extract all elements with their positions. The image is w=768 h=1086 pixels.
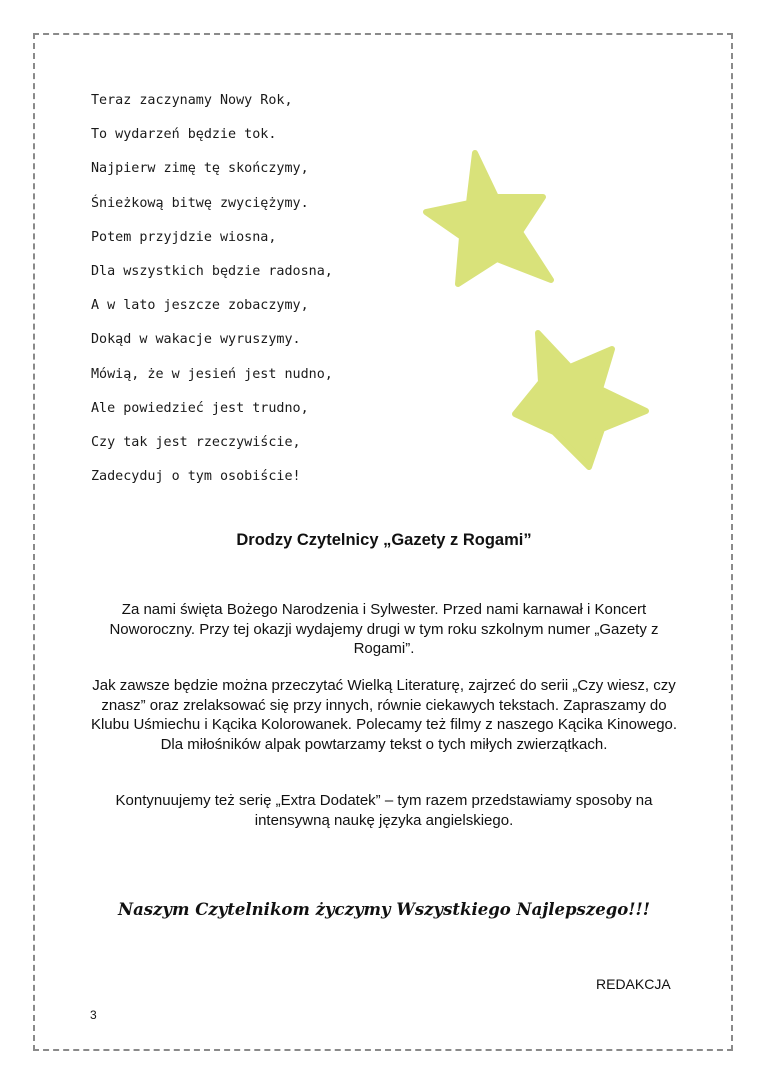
- poem-line: Mówią, że w jesień jest nudno,: [91, 366, 333, 382]
- poem-line: Teraz zaczynamy Nowy Rok,: [91, 93, 293, 108]
- star-icon: [426, 153, 551, 284]
- letter-paragraph: Za nami święta Bożego Narodzenia i Sylwester. Przed nami karnawał i Koncert Noworoczny. Przy tej okazji wydajemy drugi w tym roku szkolnym numer „Gazety z Rogami”.: [109, 601, 659, 657]
- letter-paragraph: Jak zawsze będzie można przeczytać Wielką Literaturę, zajrzeć do serii „Czy wiesz, czy znasz” oraz zrelaksować się przy innych, równie ciekawych tekstach. Zapraszamy do Klubu Uśmiechu i Kącika Kolorowanek. Polecamy też filmy z naszego Kącika Kinowego. Dla miłośników alpak powtarzamy tekst o tych miłych zwierzątkach.: [90, 677, 678, 753]
- letter-heading: Drodzy Czytelnicy „Gazety z Rogami”: [236, 531, 532, 549]
- poem-line: Ale powiedzieć jest trudno,: [91, 400, 309, 416]
- poem-line: Dla wszystkich będzie radosna,: [91, 263, 333, 279]
- poem-line: Czy tak jest rzeczywiście,: [91, 434, 301, 450]
- poem-line: Potem przyjdzie wiosna,: [91, 229, 277, 245]
- poem-line: Śnieżkową bitwę zwyciężymy.: [91, 195, 309, 211]
- editorial-signature: REDAKCJA: [596, 976, 671, 992]
- page-number: 3: [90, 1008, 97, 1022]
- poem-line: To wydarzeń będzie tok.: [91, 127, 277, 143]
- poem-line: Dokąd w wakacje wyruszymy.: [91, 332, 301, 348]
- letter-paragraph: Kontynuujemy też serię „Extra Dodatek” – tym razem przedstawiamy sposoby na intensywną naukę języka angielskiego.: [115, 792, 653, 829]
- poem-line: Zadecyduj o tym osobiście!: [91, 469, 301, 485]
- star-icon: [515, 333, 646, 467]
- wishes-line: Naszym Czytelnikom życzymy Wszystkiego Najlepszego!!!: [117, 900, 650, 919]
- poem-line: A w lato jeszcze zobaczymy,: [91, 298, 309, 314]
- poem-line: Najpierw zimę tę skończymy,: [91, 161, 309, 177]
